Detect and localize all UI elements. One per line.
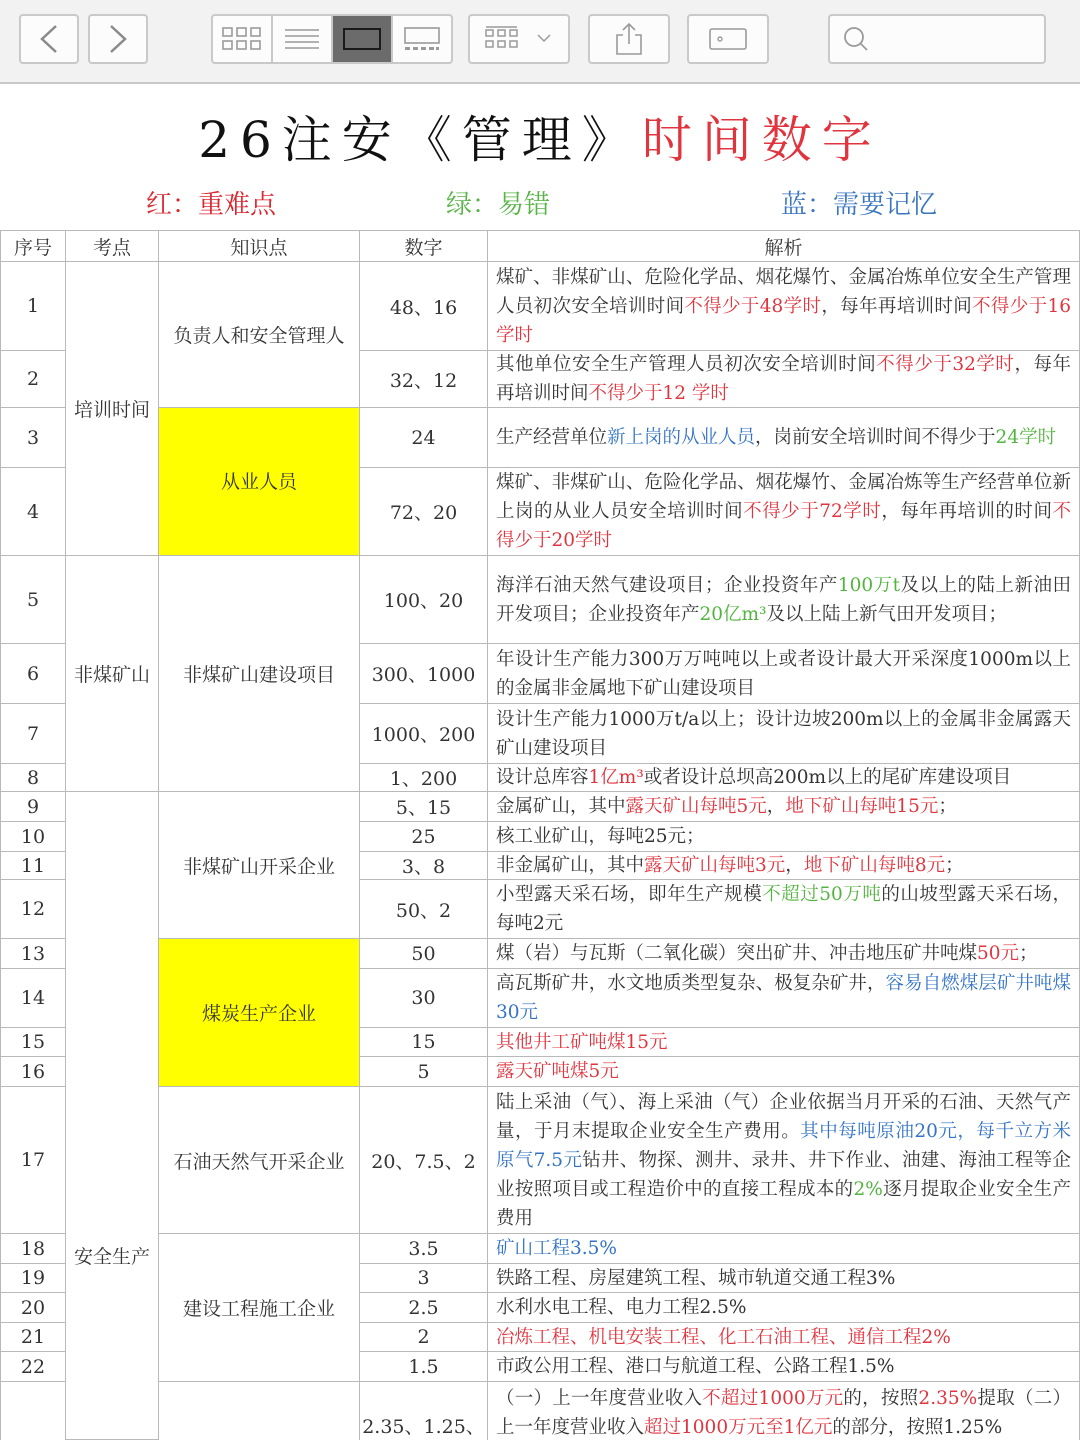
knowledge-cell: 非煤矿山建设项目 <box>159 556 360 792</box>
value-cell: 50、2 <box>360 880 488 939</box>
explanation-segment: 非金属矿山，其中 <box>496 855 645 876</box>
explanation-text <box>496 1352 1071 1381</box>
list-view-button[interactable] <box>273 16 333 62</box>
explanation-segment: （一）上一年度营业收入 <box>496 1388 703 1409</box>
explanation-segment: 煤（岩）与瓦斯（二氧化碳）突出矿井、冲击地压矿井吨煤 <box>496 943 978 964</box>
forward-button[interactable] <box>88 14 148 64</box>
knowledge-cell: 非煤矿山开采企业 <box>159 792 360 939</box>
explanation-text <box>496 969 1071 1027</box>
explanation-text <box>496 822 1071 851</box>
explanation-text <box>496 705 1071 763</box>
explanation-cell <box>488 764 1080 792</box>
legend-red: 红：重难点 <box>146 190 277 220</box>
explanation-segment: 露天矿山每吨5元 <box>625 796 767 817</box>
index-cell: 15 <box>0 1028 66 1057</box>
index-cell: 7 <box>0 704 66 764</box>
explanation-segment: 及以上陆上新气田开发项目； <box>766 603 1008 625</box>
index-cell: 2 <box>0 351 66 408</box>
explanation-segment: ，每年再培训时间 <box>821 295 973 317</box>
explanation-segment: 提取（二）上一年度营业收入 <box>496 1388 1071 1438</box>
value-cell: 3 <box>360 1264 488 1293</box>
explanation-segment: 生产经营单位 <box>496 427 608 448</box>
explanation-segment: 50元 <box>977 943 1020 964</box>
explanation-segment: 不得少于72学时 <box>743 501 882 522</box>
explanation-cell <box>488 880 1080 939</box>
explanation-text <box>496 351 1071 408</box>
explanation-segment: 不超过1000万元 <box>702 1388 844 1409</box>
explanation-text <box>496 1323 1071 1352</box>
value-cell: 50 <box>360 939 488 969</box>
explanation-cell <box>488 1264 1080 1293</box>
explanation-segment: ； <box>945 855 964 876</box>
explanation-segment: 不得少于12 学时 <box>588 383 729 404</box>
explanation-segment: 及以上的陆上新油田开发项目；企业投资年产 <box>496 574 1071 625</box>
explanation-segment: 其他单位安全生产管理人员初次安全培训时间 <box>496 354 877 375</box>
explanation-segment: 设计生产能力1000万t/a以上；设计边坡200m以上的金属非金属露天矿山建设项目 <box>496 708 1071 759</box>
explanation-segment: 2% <box>853 1178 883 1200</box>
column-view-button[interactable] <box>333 16 393 62</box>
explanation-cell <box>488 1352 1080 1382</box>
finder-toolbar <box>0 0 1080 84</box>
knowledge-cell: 负责人和安全管理人 <box>159 262 360 408</box>
value-cell: 100、20 <box>360 556 488 644</box>
value-cell: 1.5 <box>360 1352 488 1382</box>
explanation-segment: 小型露天采石场，即年生产规模 <box>496 884 763 905</box>
share-button[interactable] <box>588 14 670 64</box>
explanation-cell <box>488 262 1080 351</box>
header-explanation: 解析 <box>488 230 1080 262</box>
explanation-segment: 100万t <box>837 574 901 596</box>
explanation-cell <box>488 1087 1080 1234</box>
explanation-segment: ，每年再培训的时间 <box>881 501 1053 522</box>
explanation-text <box>496 1028 1071 1057</box>
knowledge-cell: 煤炭生产企业 <box>159 939 360 1087</box>
explanation-text <box>496 852 1071 880</box>
chevron-right-icon <box>107 24 129 54</box>
title-prefix: 26注安《管理》 <box>198 111 642 169</box>
explanation-cell <box>488 822 1080 852</box>
topic-cell: 安全生产 <box>66 792 159 1440</box>
index-cell: 1 <box>0 262 66 351</box>
arrange-menu-button[interactable] <box>468 14 570 64</box>
index-cell: 12 <box>0 880 66 939</box>
value-cell: 25 <box>360 822 488 852</box>
explanation-segment: ， <box>766 796 786 817</box>
explanation-text <box>496 880 1071 938</box>
index-cell: 18 <box>0 1234 66 1264</box>
explanation-segment: 不得少于20学时 <box>496 501 1071 551</box>
value-cell: 15 <box>360 1028 488 1057</box>
columns-icon <box>342 27 382 51</box>
page-title <box>0 100 1080 172</box>
index-cell: 10 <box>0 822 66 852</box>
gallery-icon <box>402 26 442 52</box>
value-cell: 3、8 <box>360 852 488 880</box>
explanation-cell <box>488 939 1080 969</box>
legend-green: 绿：易错 <box>446 190 551 220</box>
index-cell: 14 <box>0 969 66 1028</box>
explanation-segment: 露天矿吨煤5元 <box>496 1061 619 1082</box>
gallery-view-button[interactable] <box>393 16 451 62</box>
explanation-segment: 年设计生产能力300万万吨吨以上或者设计最大开采深度1000m以上的金属非金属地下矿山建设项目 <box>496 648 1071 699</box>
explanation-segment: 不得少于48学时 <box>684 295 822 317</box>
explanation-segment: 陆上采油（气）、海上采油（气）企业依据当月开采的石油、天然气产量，于月末提取企业安全生产费用。 <box>496 1091 1071 1142</box>
explanation-segment: ，岗前安全培训时间不得少于 <box>755 427 996 448</box>
explanation-text <box>496 792 1071 821</box>
topic-cell: 非煤矿山 <box>66 556 159 792</box>
explanation-segment: 地下矿山每吨8元 <box>803 855 946 876</box>
value-cell: 3.5 <box>360 1234 488 1264</box>
value-cell: 300、1000 <box>360 644 488 704</box>
icon-view-button[interactable] <box>213 16 273 62</box>
index-cell <box>0 1382 66 1440</box>
explanation-segment: 金属矿山，其中 <box>496 796 626 817</box>
view-mode-group <box>211 14 453 64</box>
explanation-segment: 容易自燃煤层矿井吨煤30元 <box>496 973 1071 1023</box>
explanation-cell <box>488 852 1080 880</box>
explanation-segment: ； <box>1019 943 1038 964</box>
value-cell: 5 <box>360 1057 488 1087</box>
explanation-segment: 地下矿山每吨15元 <box>785 796 939 817</box>
explanation-segment: 露天矿山每吨3元 <box>644 855 786 876</box>
explanation-text <box>496 571 1071 629</box>
explanation-segment: 20亿m³ <box>699 603 767 625</box>
explanation-segment: 新上岗的从业人员 <box>607 427 756 448</box>
explanation-cell <box>488 1293 1080 1323</box>
explanation-cell <box>488 408 1080 468</box>
explanation-segment: 煤矿、非煤矿山、危险化学品、烟花爆竹、金属冶炼等生产经营单位新上岗的从业人员安全培训时间 <box>496 472 1071 522</box>
explanation-cell <box>488 1057 1080 1087</box>
knowledge-cell <box>159 1382 360 1440</box>
explanation-cell <box>488 1028 1080 1057</box>
back-button[interactable] <box>19 14 79 64</box>
explanation-segment: 不得少于16学时 <box>496 295 1071 346</box>
index-cell: 16 <box>0 1057 66 1087</box>
value-cell: 1、200 <box>360 764 488 792</box>
index-cell: 13 <box>0 939 66 969</box>
index-cell: 4 <box>0 468 66 556</box>
tag-icon <box>708 26 748 52</box>
explanation-segment: 超过1000万元至1亿元 <box>644 1417 833 1438</box>
explanation-text <box>496 1384 1071 1440</box>
explanation-segment: ， <box>785 855 804 876</box>
explanation-segment: 的山坡型露天采石场，每吨2元 <box>496 884 1071 934</box>
explanation-segment: 矿山工程3.5% <box>496 1238 618 1259</box>
value-cell: 2.5 <box>360 1293 488 1323</box>
share-icon <box>614 22 644 56</box>
index-cell: 21 <box>0 1323 66 1352</box>
explanation-segment: 2.35% <box>918 1388 978 1409</box>
explanation-cell <box>488 792 1080 822</box>
explanation-text <box>496 764 1071 792</box>
title-suffix: 时间数字 <box>641 111 882 169</box>
explanation-segment: 海洋石油天然气建设项目；企业投资年产 <box>496 574 838 596</box>
index-cell: 6 <box>0 644 66 704</box>
value-cell: 2.35、1.25、 <box>360 1382 488 1440</box>
index-cell: 11 <box>0 852 66 880</box>
explanation-text <box>496 1057 1071 1086</box>
index-cell: 8 <box>0 764 66 792</box>
header-topic: 考点 <box>66 230 159 262</box>
value-cell: 32、12 <box>360 351 488 408</box>
explanation-text <box>496 1264 1071 1293</box>
explanation-segment: 煤矿、非煤矿山、危险化学品、烟花爆竹、金属冶炼单位安全生产管理人员初次安全培训时间 <box>496 266 1071 317</box>
explanation-segment: 冶炼工程、机电安装工程、化工石油工程、通信工程2% <box>496 1326 951 1348</box>
index-cell: 3 <box>0 408 66 468</box>
tag-button[interactable] <box>687 14 769 64</box>
explanation-segment: 市政公用工程、港口与航道工程、公路工程1.5% <box>496 1356 895 1377</box>
explanation-text <box>496 1293 1071 1322</box>
explanation-text <box>496 468 1071 555</box>
explanation-segment: 的部分，按照1.25% <box>832 1417 1003 1438</box>
search-icon <box>842 25 870 53</box>
explanation-segment: 高瓦斯矿井，水文地质类型复杂、极复杂矿井， <box>496 973 886 994</box>
search-input[interactable] <box>878 24 1028 54</box>
index-cell: 5 <box>0 556 66 644</box>
chevron-left-icon <box>38 24 60 54</box>
explanation-segment: 核工业矿山，每吨25元； <box>496 826 705 847</box>
explanation-text <box>496 645 1071 703</box>
index-cell: 20 <box>0 1293 66 1323</box>
header-index: 序号 <box>0 230 66 262</box>
explanation-segment: 其他井工矿吨煤15元 <box>496 1031 668 1053</box>
explanation-segment: ，每年再培训时间 <box>496 354 1071 404</box>
value-cell: 72、20 <box>360 468 488 556</box>
explanation-cell <box>488 468 1080 556</box>
explanation-segment: 其中每吨原油20元，每千立方米原气7.5元 <box>496 1120 1071 1171</box>
index-cell: 9 <box>0 792 66 822</box>
explanation-segment: 1亿m³ <box>588 767 644 788</box>
knowledge-cell: 石油天然气开采企业 <box>159 1087 360 1234</box>
index-cell: 17 <box>0 1087 66 1234</box>
explanation-segment: 不超过50万吨 <box>762 884 882 905</box>
explanation-segment: 不得少于32学时 <box>876 354 1015 375</box>
grid-icon <box>221 26 263 52</box>
explanation-text <box>496 939 1071 968</box>
value-cell: 30 <box>360 969 488 1028</box>
explanation-cell <box>488 556 1080 644</box>
explanation-cell <box>488 1323 1080 1352</box>
explanation-segment: 或者设计总坝高200m以上的尾矿库建设项目 <box>643 767 1012 788</box>
explanation-segment: 的，按照 <box>843 1388 919 1409</box>
knowledge-cell: 建设工程施工企业 <box>159 1234 360 1382</box>
value-cell: 2 <box>360 1323 488 1352</box>
explanation-text <box>496 1088 1071 1233</box>
list-icon <box>284 27 320 51</box>
explanation-segment: 水利水电工程、电力工程2.5% <box>496 1297 747 1318</box>
knowledge-cell: 从业人员 <box>159 408 360 556</box>
explanation-segment: 设计总库容 <box>496 767 589 788</box>
value-cell: 24 <box>360 408 488 468</box>
value-cell: 5、15 <box>360 792 488 822</box>
explanation-segment: 24学时 <box>995 427 1057 448</box>
explanation-cell <box>488 351 1080 408</box>
explanation-segment: 逐月提取企业安全生产费用 <box>496 1178 1071 1229</box>
search-field[interactable] <box>828 14 1046 64</box>
topic-cell: 培训时间 <box>66 262 159 556</box>
explanation-segment: ； <box>938 796 957 817</box>
explanation-text <box>496 1234 1071 1263</box>
explanation-cell <box>488 704 1080 764</box>
explanation-segment: 钻井、物探、测井、录井、井下作业、油建、海油工程等企业按照项目或工程造价中的直接工程成本的 <box>496 1149 1071 1200</box>
index-cell: 19 <box>0 1264 66 1293</box>
arrange-icon <box>484 26 554 52</box>
value-cell: 1000、200 <box>360 704 488 764</box>
header-knowledge: 知识点 <box>159 230 360 262</box>
explanation-text <box>496 263 1071 350</box>
explanation-segment: 铁路工程、房屋建筑工程、城市轨道交通工程3% <box>496 1267 896 1289</box>
value-cell: 48、16 <box>360 262 488 351</box>
explanation-cell <box>488 644 1080 704</box>
index-cell: 22 <box>0 1352 66 1382</box>
legend-blue: 蓝：需要记忆 <box>781 190 938 220</box>
explanation-cell <box>488 1234 1080 1264</box>
header-number: 数字 <box>360 230 488 262</box>
explanation-text <box>496 423 1071 452</box>
value-cell: 20、7.5、2 <box>360 1087 488 1234</box>
explanation-cell <box>488 969 1080 1028</box>
explanation-cell <box>488 1382 1080 1440</box>
